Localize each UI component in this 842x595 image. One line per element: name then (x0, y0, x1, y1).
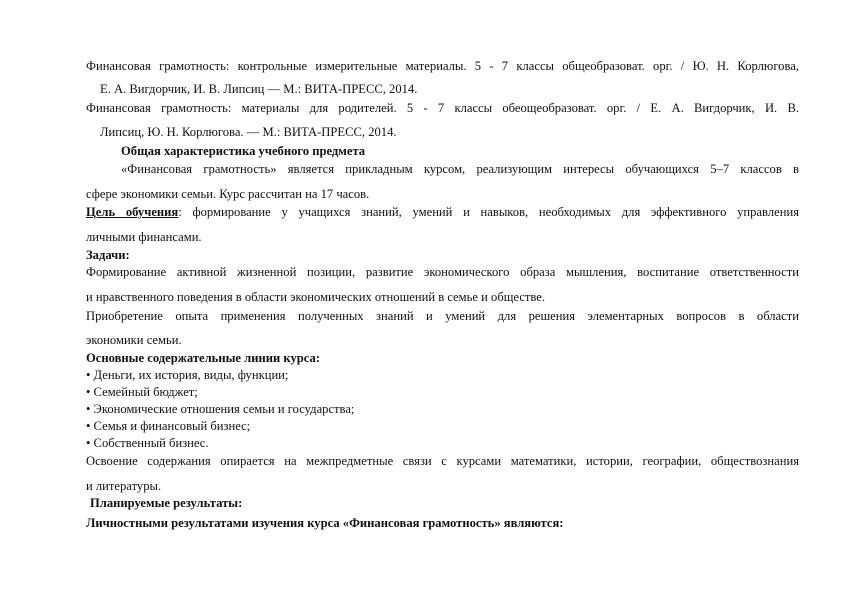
list-item: • Экономические отношения семьи и государства; (86, 402, 355, 416)
content-note-line-2: и литературы. (86, 479, 162, 493)
list-item: • Семейный бюджет; (86, 385, 198, 399)
list-item: • Деньги, их история, виды, функции; (86, 368, 289, 382)
section-heading-results: Планируемые результаты: (90, 496, 243, 510)
task-2-line-2: экономики семьи. (86, 333, 182, 347)
content-note-line-1: Освоение содержания опирается на межпредметные связи с курсами математики, истории, географии, обществознания (86, 454, 799, 468)
task-1-line-1: Формирование активной жизненной позиции, развитие экономического образа мышления, воспитание ответственности (86, 265, 799, 279)
section-heading-tasks: Задачи: (86, 248, 130, 262)
characteristics-line-1: «Финансовая грамотность» является прикладным курсом, реализующим интересы обучающихся 5–7 классов в (121, 162, 799, 176)
bibliography-entry-2-line-1: Финансовая грамотность: материалы для родителей. 5 - 7 классы обеощеобразоват. орг. / Е. А. Вигдорчик, И. В. (86, 101, 799, 115)
personal-results-line: Личностными результатами изучения курса «Финансовая грамотность» являются: (86, 516, 564, 530)
goal-text: : формирование у учащихся знаний, умений и навыков, необходимых для эффективного управления (178, 205, 799, 219)
goal-line-2: личными финансами. (86, 230, 202, 244)
section-heading-characteristics: Общая характеристика учебного предмета (121, 144, 366, 158)
goal-label: Цель обучения (86, 205, 179, 219)
bibliography-entry-1-line-2: Е. А. Вигдорчик, И. В. Липсиц — М.: ВИТА-ПРЕСС, 2014. (100, 82, 418, 96)
bibliography-entry-1-line-1: Финансовая грамотность: контрольные измерительные материалы. 5 - 7 классы общеобразоват. орг. / Ю. Н. Корлюгова, (86, 59, 799, 73)
list-item: • Семья и финансовый бизнес; (86, 419, 251, 433)
characteristics-line-2: сфере экономики семьи. Курс рассчитан на 17 часов. (86, 187, 370, 201)
task-1-line-2: и нравственного поведения в области экономических отношений в семье и обществе. (86, 290, 546, 304)
task-2-line-1: Приобретение опыта применения полученных знаний и умений для решения элементарных вопросов в области (86, 309, 799, 323)
goal-line-1 (86, 205, 799, 220)
list-item: • Собственный бизнес. (86, 436, 209, 450)
section-heading-content-lines: Основные содержательные линии курса: (86, 351, 321, 365)
bibliography-entry-2-line-2: Липсиц, Ю. Н. Корлюгова. — М.: ВИТА-ПРЕСС, 2014. (100, 125, 397, 139)
